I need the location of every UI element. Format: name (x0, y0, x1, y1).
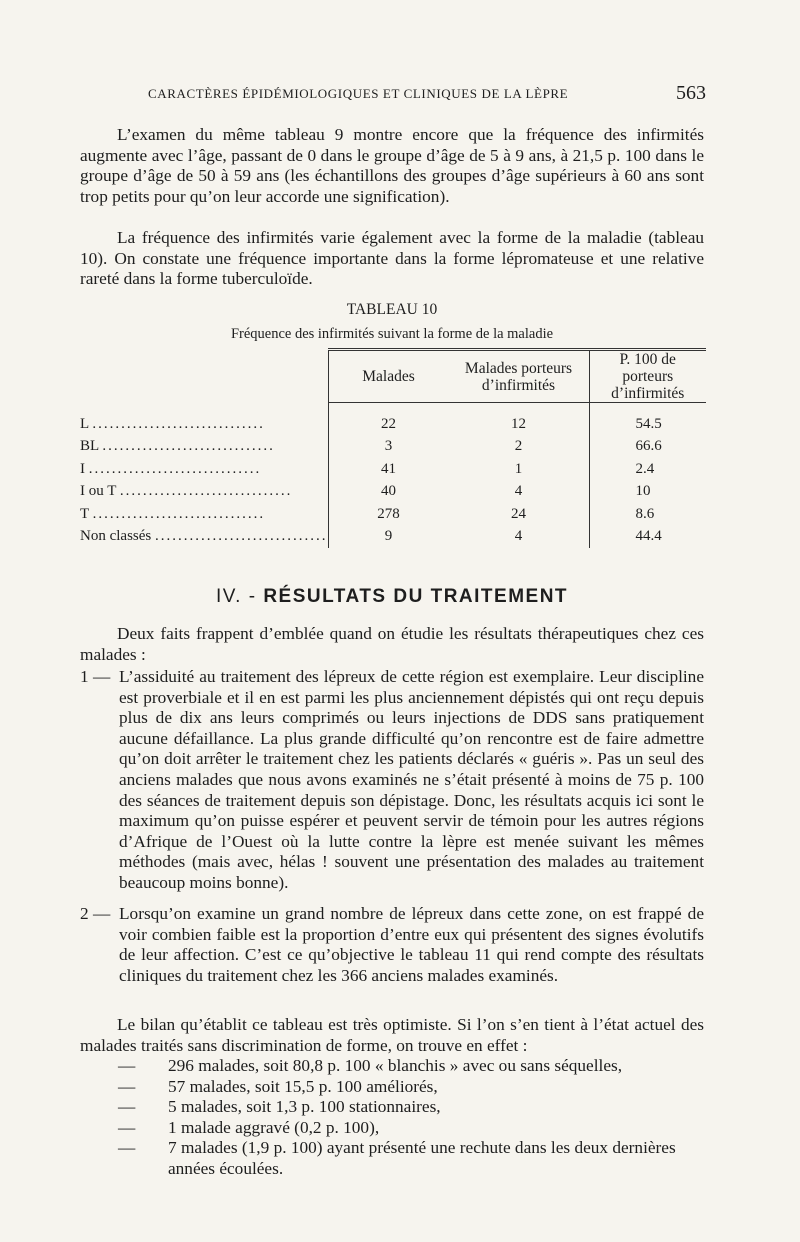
running-head (148, 82, 708, 104)
table-subtitle: Fréquence des infirmités suivant la forme de la maladie (230, 326, 554, 342)
list-dash: — (118, 1076, 136, 1096)
numbered-item-2 (80, 904, 704, 986)
table-row: I .............................. 41 1 2.4 (80, 458, 706, 481)
paragraph-two-facts (80, 624, 704, 665)
list-item (118, 1138, 704, 1179)
item-text: Lorsqu’on examine un grand nombre de lépreux dans cette zone, on est frappé de voir combien faible est la proportion d’entre eux qui présentent des signes évolutifs de leur affection. C’est ce qu’objective le tableau 11 qui rend compte des résultats cliniques du traitement chez les 366 anciens malades examinés. (119, 904, 704, 985)
list-dash: — (118, 1117, 136, 1137)
paragraph-bilan (80, 1015, 704, 1056)
paragraph-text: L’examen du même tableau 9 montre encore que la fréquence des infirmités augmente avec l’âge, passant de 0 dans le groupe d’âge de 5 à 9 ans, à 21,5 p. 100 dans le groupe d’âge de 50 à 59 ans (les échantillons des groupes d’âge supérieurs à 60 ans sont trop petits pour qu’on leur accorde une signification). (80, 125, 704, 206)
cell-malades: 41 (328, 458, 449, 481)
list-item-text: 5 malades, soit 1,3 p. 100 stationnaires, (168, 1097, 441, 1117)
table-row: BL .............................. 3 2 66.6 (80, 436, 706, 459)
cell-pct: 66.6 (589, 436, 706, 459)
cell-pct: 44.4 (589, 526, 706, 549)
cell-malades: 278 (328, 503, 449, 526)
list-dash: — (118, 1138, 136, 1158)
paragraph-text: La fréquence des infirmités varie également avec la forme de la maladie (tableau 10). On constate une fréquence importante dans la forme lépromateuse et une relative rareté dans la forme tuberculoïde. (80, 228, 704, 289)
header-blank (80, 350, 328, 403)
row-label: Non classés (80, 528, 152, 545)
cell-malades: 3 (328, 436, 449, 459)
row-label: I ou T (80, 483, 117, 500)
results-list (118, 1056, 704, 1180)
list-item-text: 7 malades (1,9 p. 100) ayant présenté une rechute dans les deux dernières années écoulées. (168, 1138, 676, 1178)
header-porteurs: Malades porteurs d’infirmités (449, 350, 590, 403)
section-heading (80, 586, 704, 608)
running-head-title: CARACTÈRES ÉPIDÉMIOLOGIQUES ET CLINIQUES DE LA LÈPRE (148, 86, 569, 101)
row-label: I (80, 460, 85, 477)
list-item (118, 1056, 704, 1077)
table-header-row (80, 350, 706, 403)
item-marker: 2 — (80, 904, 111, 923)
table-row: I ou T .............................. 40 4 10 (80, 481, 706, 504)
cell-malades: 9 (328, 526, 449, 549)
cell-porteurs: 4 (514, 528, 523, 545)
row-label: T (80, 505, 89, 522)
cell-pct: 8.6 (589, 503, 706, 526)
section-number: IV. - (215, 586, 257, 607)
header-malades: Malades (328, 350, 449, 403)
cell-porteurs: 2 (514, 438, 523, 455)
row-label: BL (80, 438, 99, 455)
table-row: L .............................. 22 12 54.5 (80, 403, 706, 436)
table-title: TABLEAU 10 (346, 301, 438, 318)
item-marker: 1 — (80, 667, 111, 686)
list-item (118, 1118, 704, 1139)
list-dash: — (118, 1056, 136, 1075)
section-title: RÉSULTATS DU TRAITEMENT (263, 586, 569, 607)
cell-pct: 10 (589, 481, 706, 504)
table-row: T .............................. 278 24 8.6 (80, 503, 706, 526)
paragraph-age-infirmities (80, 125, 704, 207)
cell-porteurs: 4 (514, 483, 523, 500)
page-number: 563 (676, 82, 706, 104)
cell-porteurs: 1 (514, 460, 523, 477)
cell-malades: 22 (328, 403, 449, 436)
header-pct: P. 100 de porteurs d’infirmités (589, 350, 706, 403)
list-item (118, 1077, 704, 1098)
list-item (118, 1097, 704, 1118)
table-10 (80, 348, 706, 548)
paragraph-text: Le bilan qu’établit ce tableau est très optimiste. Si l’on s’en tient à l’état actuel des malades traités sans discrimination de forme, on trouve en effet : (80, 1015, 704, 1055)
table-row: Non classés .............................. 9 4 44.4 (80, 526, 706, 549)
item-text: L’assiduité au traitement des lépreux de cette région est exemplaire. Leur discipline est proverbiale et il en est parmi les plus anciennement dépistés qui ont reçu depuis plus de dix ans leurs comprimés ou leurs injections de DDS sans pratiquement aucune défaillance. La plus grande difficulté qu’on rencontre est de faire admettre qu’on doit arrêter le traitement chez les patients déclarés « guéris ». Pas un seul des anciens malades que nous avons examinés ne s’était présenté à moins de 75 p. 100 des séances de traitement depuis son dépistage. Donc, les résultats acquis ici sont le maximum qu’on puisse espérer et peuvent servir de témoin pour les autres régions d’Afrique de l’Ouest où la lutte contre la lèpre est menée suivant les mêmes méthodes (mais avec, hélas ! souvent une présentation des malades au traitement beaucoup moins bonne). (119, 667, 704, 892)
list-item-text: 296 malades, soit 80,8 p. 100 « blanchis » avec ou sans séquelles, (168, 1056, 623, 1075)
cell-porteurs: 12 (511, 415, 526, 432)
paragraph-form-infirmities (80, 228, 704, 290)
numbered-item-1 (80, 667, 704, 894)
list-item-text: 1 malade aggravé (0,2 p. 100), (168, 1117, 380, 1137)
table-caption (80, 298, 704, 346)
cell-pct: 54.5 (589, 403, 706, 436)
list-item-text: 57 malades, soit 15,5 p. 100 améliorés, (168, 1076, 438, 1096)
cell-malades: 40 (328, 481, 449, 504)
cell-pct: 2.4 (589, 458, 706, 481)
paragraph-text: Deux faits frappent d’emblée quand on étudie les résultats thérapeutiques chez ces malades : (80, 624, 704, 664)
cell-porteurs: 24 (511, 505, 526, 522)
row-label: L (80, 415, 89, 432)
list-dash: — (118, 1097, 136, 1117)
